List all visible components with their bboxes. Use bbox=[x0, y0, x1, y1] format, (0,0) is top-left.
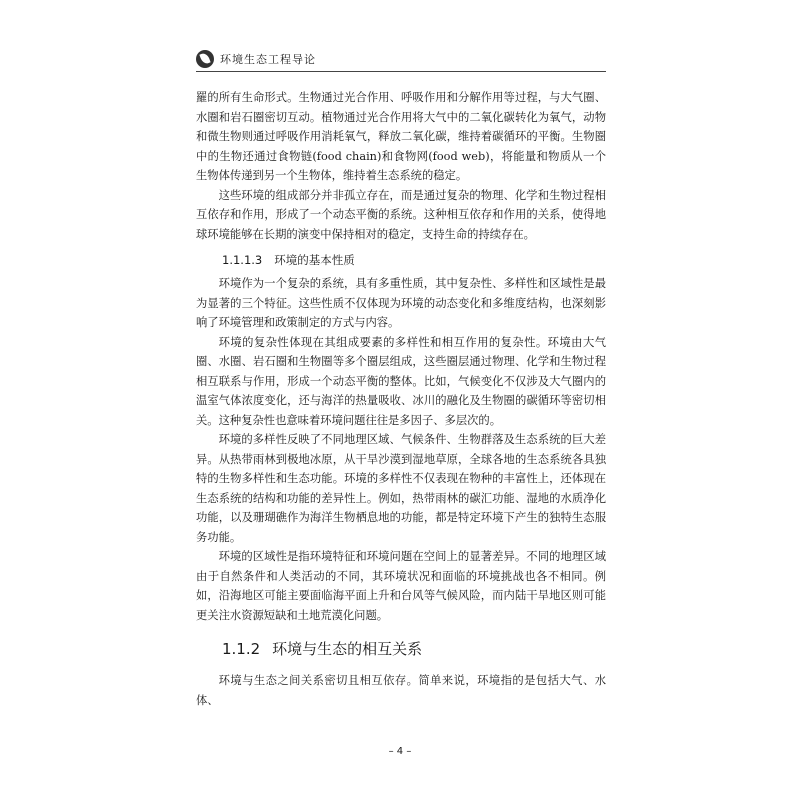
page-number: – 4 – bbox=[388, 746, 412, 757]
subsection-title: 环境的基本性质 bbox=[274, 253, 355, 267]
subsection-heading bbox=[222, 250, 606, 270]
leaf-logo-icon bbox=[196, 50, 214, 68]
paragraph: 环境与生态之间关系密切且相互依存。简单来说，环境指的是包括大气、水体、 bbox=[196, 674, 606, 707]
paragraph: 这些环境的组成部分并非孤立存在，而是通过复杂的物理、化学和生物过程相互依存和作用，形成了一个动态平衡的系统。这种相互依存和作用的关系，使得地球环境能够在长期的演变中保持相对的稳定，支持生命的持续存在。 bbox=[196, 188, 606, 241]
paragraph: 环境作为一个复杂的系统，具有多重性质，其中复杂性、多样性和区域性是最为显著的三个特征。这些性质不仅体现为环境的动态变化和多维度结构，也深刻影响了环境管理和政策制定的方式与内容。 bbox=[196, 277, 606, 329]
header-rule bbox=[196, 71, 606, 72]
paragraph: 环境的复杂性体现在其组成要素的多样性和相互作用的复杂性。环境由大气圈、水圈、岩石圈和生物圈等多个圈层组成，这些圈层通过物理、化学和生物过程相互联系与作用，形成一个动态平衡的整体。比如，气候变化不仅涉及大气圈内的温室气体浓度变化，还与海洋的热量吸收、冰川的融化及生物圈的碳循环等密切相关。这种复杂性也意味着环境问题往往是多因子、多层次的。 bbox=[196, 335, 606, 427]
paragraph: 环境的区域性是指环境特征和环境问题在空间上的显著差异。不同的地理区域由于自然条件和人类活动的不同，其环境状况和面临的环境挑战也各不相同。例如，沿海地区可能主要面临海平面上升和台风等气候风险，而内陆干旱地区则可能更关注水资源短缺和土地荒漠化问题。 bbox=[196, 550, 606, 622]
running-header bbox=[196, 50, 316, 68]
paragraph: 羅的所有生命形式。生物通过光合作用、呼吸作用和分解作用等过程，与大气圈、水圈和岩石圈密切互动。植物通过光合作用将大气中的二氧化碳转化为氧气，动物和微生物则通过呼吸作用消耗氧气，释放二氧化碳，维持着碳循环的平衡。生物圈中的生物还通过食物链(food chain)和食物网(food web)，将能量和物质从一个生物体传递到另一个生物体，维持着生态系统的稳定。 bbox=[196, 91, 606, 182]
section-title: 环境与生态的相互关系 bbox=[272, 640, 423, 658]
subsection-number: 1.1.1.3 bbox=[222, 253, 263, 267]
paragraph: 环境的多样性反映了不同地理区域、气候条件、生物群落及生态系统的巨大差异。从热带雨林到极地冰原，从干旱沙漠到湿地草原，全球各地的生态系统各具独特的生物多样性和生态功能。环境的多样性不仅表现在物种的丰富性上，还体现在生态系统的结构和功能的差异性上。例如，热带雨林的碳汇功能、湿地的水质净化功能，以及珊瑚礁作为海洋生物栖息地的功能，都是特定环境下产生的独特生态服务功能。 bbox=[196, 433, 606, 544]
page-body bbox=[196, 88, 606, 710]
section-heading bbox=[222, 637, 606, 661]
section-number: 1.1.2 bbox=[222, 640, 261, 658]
book-title: 环境生态工程导论 bbox=[220, 53, 316, 66]
